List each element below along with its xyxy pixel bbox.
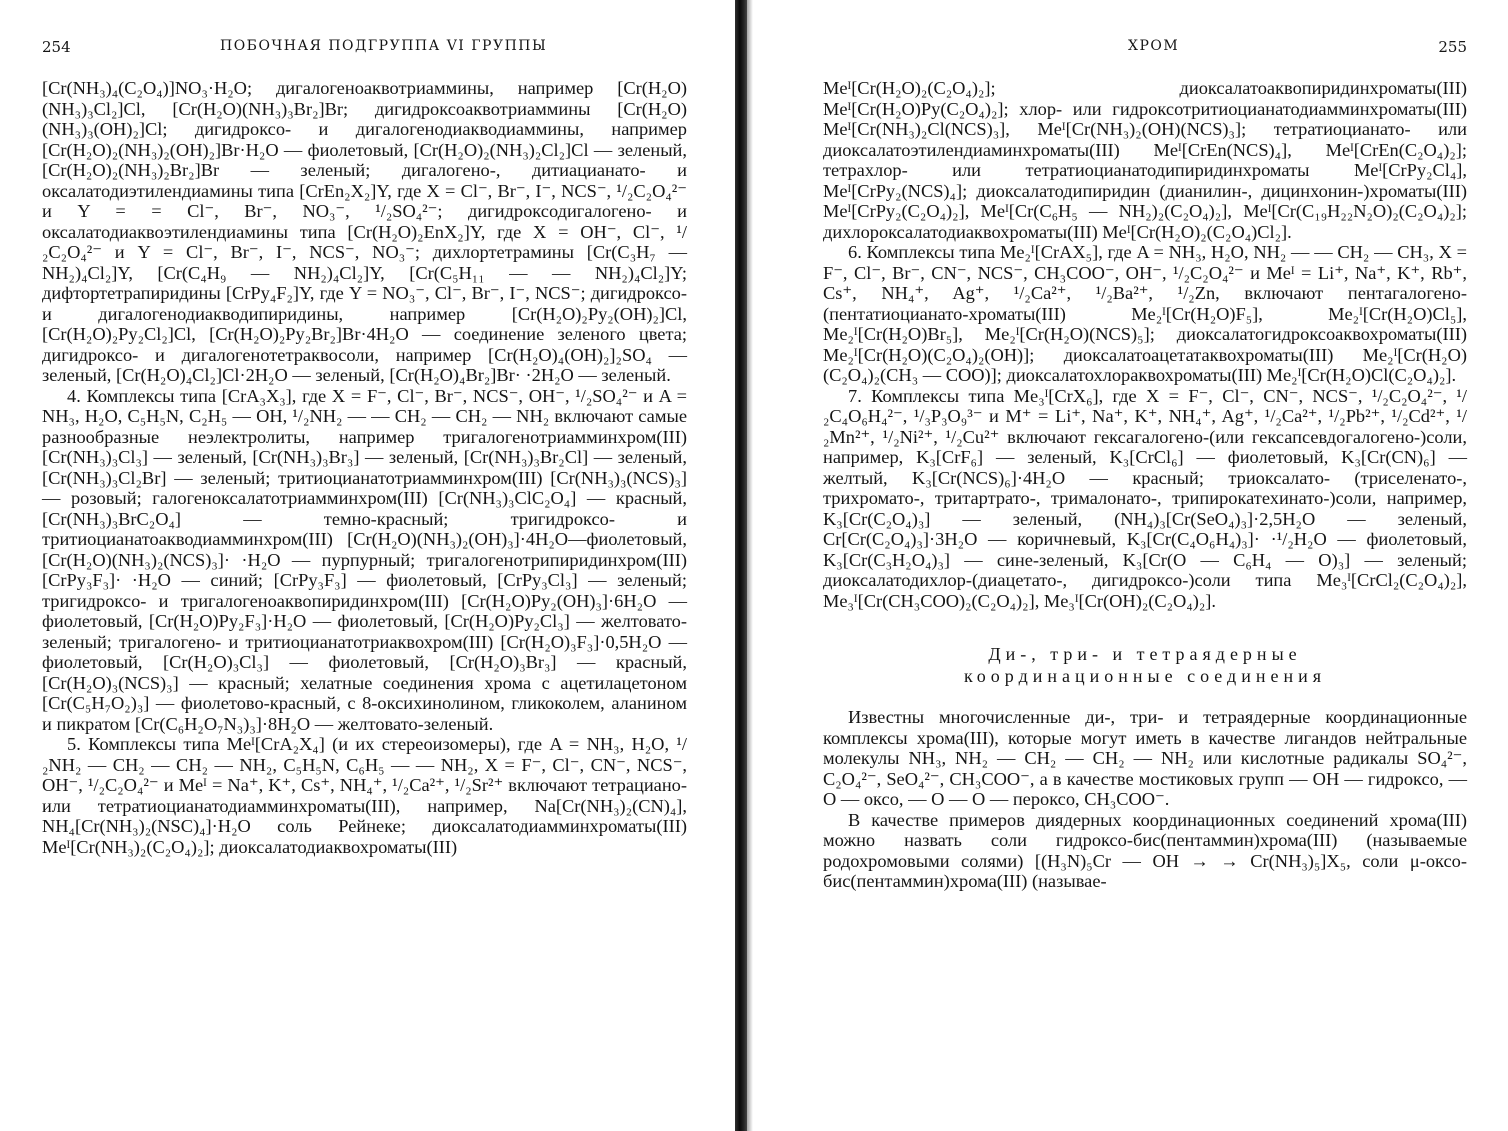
right-running-head xyxy=(823,38,1467,60)
left-page-body xyxy=(42,78,687,857)
paragraph: 7. Комплексы типа Me₃ᴵ[CrX₆], где X = F⁻, Cl⁻, CN⁻, NCS⁻, ¹/₂C₂O₄²⁻, ¹/₂C₄O₆H₄²⁻, ¹/₃P₃O₉³⁻ и M⁺ = Li⁺, Na⁺, K⁺, NH₄⁺, Ag⁺, ¹/₂Ca²⁺, ¹/₂Pb²⁺, ¹/₂Cd²⁺, ¹/₂Mn²⁺, ¹/₂Ni²⁺, ¹/₂Cu²⁺ включают гексагалогено-(или гексапсевдогалогено-)соли, например, K₃[CrF₆] — зеленый, K₃[CrCl₆] — фиолетовый, K₃[Cr(CN)₆] — желтый, K₃[Cr(NCS)₆]·4H₂O — красный; триоксалато- (триселенато-, трихромато-, тритартрато-, трималонато-, трипирокатехинато-)соли, например, K₃[Cr(C₂O₄)₃] — зеленый, (NH₄)₃[Cr(SeO₄)₃]·2,5H₂O — зеленый, Cr[Cr(C₂O₄)₃]·3H₂O — коричневый, K₃[Cr(C₄O₆H₄)₃]· ·¹/₂H₂O — фиолетовый, K₃[Cr(C₃H₂O₄)₃] — сине-зеленый, K₃[Cr(O — C₆H₄ — O)₃] — зеленый; диоксалатодихлор-(диацетато-, дигидроксо-)соли типа Me₃ᴵ[CrCl₂(C₂O₄)₂], Me₃ᴵ[Cr(CH₃COO)₂(C₂O₄)₂], Me₃ᴵ[Cr(OH)₂(C₂O₄)₂]. xyxy=(823,385,1467,611)
page-number: 254 xyxy=(42,38,71,56)
paragraph: Meᴵ[Cr(H₂O)₂(C₂O₄)₂]; диоксалатоаквопиридинхроматы(III) Meᴵ[Cr(H₂O)Py(C₂O₄)₂]; хлор- или гидроксотритиоцианатодиамминхроматы(III) Meᴵ[Cr(NH₃)₂Cl(NCS)₃], Meᴵ[Cr(NH₃)₂(OH)(NCS)₃]; тетратиоцианато- или диоксалатоэтилендиаминхроматы(III) Meᴵ[CrEn(NCS)₄], Meᴵ[CrEn(C₂O₄)₂]; тетрахлор- или тетратиоцианатодипиридинхроматы Meᴵ[CrPy₂Cl₄], Meᴵ[CrPy₂(NCS)₄]; диоксалатодипиридин (дианилин-, дицинхонин-)хроматы(III) Meᴵ[CrPy₂(C₂O₄)₂], Meᴵ[Cr(C₆H₅ — NH₂)₂(C₂O₄)₂], Meᴵ[Cr(C₁₉H₂₂N₂O)₂(C₂O₄)₂]; дихлороксалатодиаквохроматы(III) Meᴵ[Cr(H₂O)₂(C₂O₄)Cl₂]. xyxy=(823,78,1467,242)
paragraph: 5. Комплексы типа Meᴵ[CrA₂X₄] (и их стереоизомеры), где A = NH₃, H₂O, ¹/₂NH₂ — CH₂ — CH₂ — NH₂, C₅H₅N, C₆H₅ — — NH₂, X = F⁻, Cl⁻, CN⁻, NCS⁻, OH⁻, ¹/₂C₂O₄²⁻ и Meᴵ = Na⁺, K⁺, Cs⁺, NH₄⁺, ¹/₂Ca²⁺, ¹/₂Sr²⁺ включают тетрациано- или тетратиоцианатодиамминхроматы(III), например, Na[Cr(NH₃)₂(CN)₄], NH₄[Cr(NH₃)₂(NSC)₄]·H₂O соль Рейнеке; диоксалатодиамминхроматы(III) Meᴵ[Cr(NH₃)₂(C₂O₄)₂]; диоксалатодиаквохроматы(III) xyxy=(42,734,687,857)
page-number: 255 xyxy=(1438,38,1467,56)
left-running-head xyxy=(42,38,687,60)
right-page-body xyxy=(823,78,1467,892)
gutter-shadow xyxy=(747,0,753,1131)
paragraph: В качестве примеров диядерных координационных соединений хрома(III) можно назвать соли гидроксо-бис(пентаммин)хрома(III) (называемые родохромовыми солями) [(H₃N)₅Cr — OH → → Cr(NH₃)₅]X₅, соли μ-оксо-бис(пентаммин)хрома(III) (называе- xyxy=(823,809,1467,891)
section-heading xyxy=(823,643,1467,687)
running-title: ПОБОЧНАЯ ПОДГРУППА VI ГРУППЫ xyxy=(220,38,548,54)
left-page xyxy=(0,0,735,1131)
paragraph: Известны многочисленные ди-, три- и тетраядерные координационные комплексы хрома(III), которые могут иметь в качестве лигандов нейтральные молекулы NH₃, NH₂ — CH₂ — CH₂ — NH₂ или кислотные радикалы SO₄²⁻, C₂O₄²⁻, SeO₄²⁻, CH₃COO⁻, а в качестве мостиковых групп — OH — гидроксо, — O — оксо, — O — O — пероксо, CH₃COO⁻. xyxy=(823,707,1467,809)
section-heading-line: координационные соединения xyxy=(963,666,1327,686)
section-heading-line: Ди-, три- и тетраядерные xyxy=(988,644,1302,664)
right-page xyxy=(765,0,1508,1131)
paragraph: 4. Комплексы типа [CrA₃X₃], где X = F⁻, Cl⁻, Br⁻, NCS⁻, OH⁻, ¹/₂SO₄²⁻ и A = NH₃, H₂O, C₅H₅N, C₂H₅ — OH, ¹/₂NH₂ — — CH₂ — CH₂ — NH₂ включают самые разнообразные неэлектролиты, например тригалогенотриамминхром(III) [Cr(NH₃)₃Cl₃] — зеленый, [Cr(NH₃)₃Br₃] — зеленый, [Cr(NH₃)₃Br₂Cl] — зеленый, [Cr(NH₃)₃Cl₂Br] — зеленый; тритиоцианатотриамминхром(III) [Cr(NH₃)₃(NCS)₃] — розовый; галогеноксалатотриамминхром(III) [Cr(NH₃)₃ClC₂O₄] — красный, [Cr(NH₃)₃BrC₂O₄] — темно-красный; тригидроксо- и тритиоцианатоакводиамминхром(III) [Cr(H₂O)(NH₃)₂(OH)₃]·4H₂O—фиолетовый, [Cr(H₂O)(NH₃)₂(NCS)₃]· ·H₂O — пурпурный; тригалогенотрипиридинхром(III) [CrPy₃F₃]· ·H₂O — синий; [CrPy₃F₃] — фиолетовый, [CrPy₃Cl₃] — зеленый; тригидроксо- и тригалогеноаквопиридинхром(III) [Cr(H₂O)Py₂(OH)₃]·6H₂O — фиолетовый, [Cr(H₂O)Py₂F₃]·H₂O — фиолетовый, [Cr(H₂O)Py₂Cl₃] — желтовато-зеленый; тригалогено- и тритиоцианатотриаквохром(III) [Cr(H₂O)₃F₃]·0,5H₂O — фиолетовый, [Cr(H₂O)₃Cl₃] — фиолетовый, [Cr(H₂O)₃Br₃] — красный, [Cr(H₂O)₃(NCS)₃] — красный; хелатные соединения хрома с ацетилацетоном [Cr(C₅H₇O₂)₃] — фиолетово-красный, с 8-оксихинолином, гликоколем, аланином и пикратом [Cr(C₆H₂O₇N₃)₃]·8H₂O — желтовато-зеленый. xyxy=(42,385,687,734)
paragraph: [Cr(NH₃)₄(C₂O₄)]NO₃·H₂O; дигалогеноаквотриаммины, например [Cr(H₂O)(NH₃)₃Cl₂]Cl, [Cr(H₂O)(NH₃)₃Br₂]Br; дигидроксоаквотриаммины [Cr(H₂O)(NH₃)₃(OH)₂]Cl; дигидроксо- и дигалогенодиакводиаммины, например [Cr(H₂O)₂(NH₃)₂(OH)₂]Br·H₂O — фиолетовый, [Cr(H₂O)₂(NH₃)₂Cl₂]Cl — зеленый, [Cr(H₂O)₂(NH₃)₂Br₂]Br — зеленый; дигалогено-, дитиацианато- и оксалатодиэтилендиамины типа [CrEn₂X₂]Y, где X = Cl⁻, Br⁻, I⁻, NCS⁻, ¹/₂C₂O₄²⁻ и Y = = Cl⁻, Br⁻, NO₃⁻, ¹/₂SO₄²⁻; дигидроксодигалогено- и оксалатодиаквоэтилендиамины типа [Cr(H₂O)₂EnX₂]Y, где X = OH⁻, Cl⁻, ¹/₂C₂O₄²⁻ и Y = Cl⁻, Br⁻, I⁻, NCS⁻, NO₃⁻; дихлортетрамины [Cr(C₃H₇ — NH₂)₄Cl₂]Y, [Cr(C₄H₉ — NH₂)₄Cl₂]Y, [Cr(C₅H₁₁ — — NH₂)₄Cl₂]Y; дифтортетрапиридины [CrPy₄F₂]Y, где Y = NO₃⁻, Cl⁻, Br⁻, I⁻, NCS⁻; дигидроксо- и дигалогенодиакводипиридины, например [Cr(H₂O)₂Py₂(OH)₂]Cl, [Cr(H₂O)₂Py₂Cl₂]Cl, [Cr(H₂O)₂Py₂Br₂]Br·4H₂O — соединение зеленого цвета; дигидроксо- и дигалогенотетраквосоли, например [Cr(H₂O)₄(OH)₂]₂SO₄ — зеленый, [Cr(H₂O)₄Cl₂]Cl·2H₂O — зеленый, [Cr(H₂O)₄Br₂]Br· ·2H₂O — зеленый. xyxy=(42,78,687,385)
paragraph: 6. Комплексы типа Me₂ᴵ[CrAX₅], где A = NH₃, H₂O, NH₂ — — CH₂ — CH₃, X = F⁻, Cl⁻, Br⁻, CN⁻, NCS⁻, CH₃COO⁻, OH⁻, ¹/₂C₂O₄²⁻ и Meᴵ = Li⁺, Na⁺, K⁺, Rb⁺, Cs⁺, NH₄⁺, Ag⁺, ¹/₂Ca²⁺, ¹/₂Ba²⁺, ¹/₂Zn, включают пентагалогено-(пентатиоцианато-хроматы(III) Me₂ᴵ[Cr(H₂O)F₅], Me₂ᴵ[Cr(H₂O)Cl₅], Me₂ᴵ[Cr(H₂O)Br₅], Me₂ᴵ[Cr(H₂O)(NCS)₅]; диоксалатогидроксоаквохроматы(III) Me₂ᴵ[Cr(H₂O)(C₂O₄)₂(OH)]; диоксалатоацетатаквохроматы(III) Me₂ᴵ[Cr(H₂O)(C₂O₄)₂(CH₃ — COO)]; диоксалатохлораквохроматы(III) Me₂ᴵ[Cr(H₂O)Cl(C₂O₄)₂]. xyxy=(823,242,1467,385)
running-title: ХРОМ xyxy=(1128,38,1180,54)
book-gutter xyxy=(735,0,747,1131)
